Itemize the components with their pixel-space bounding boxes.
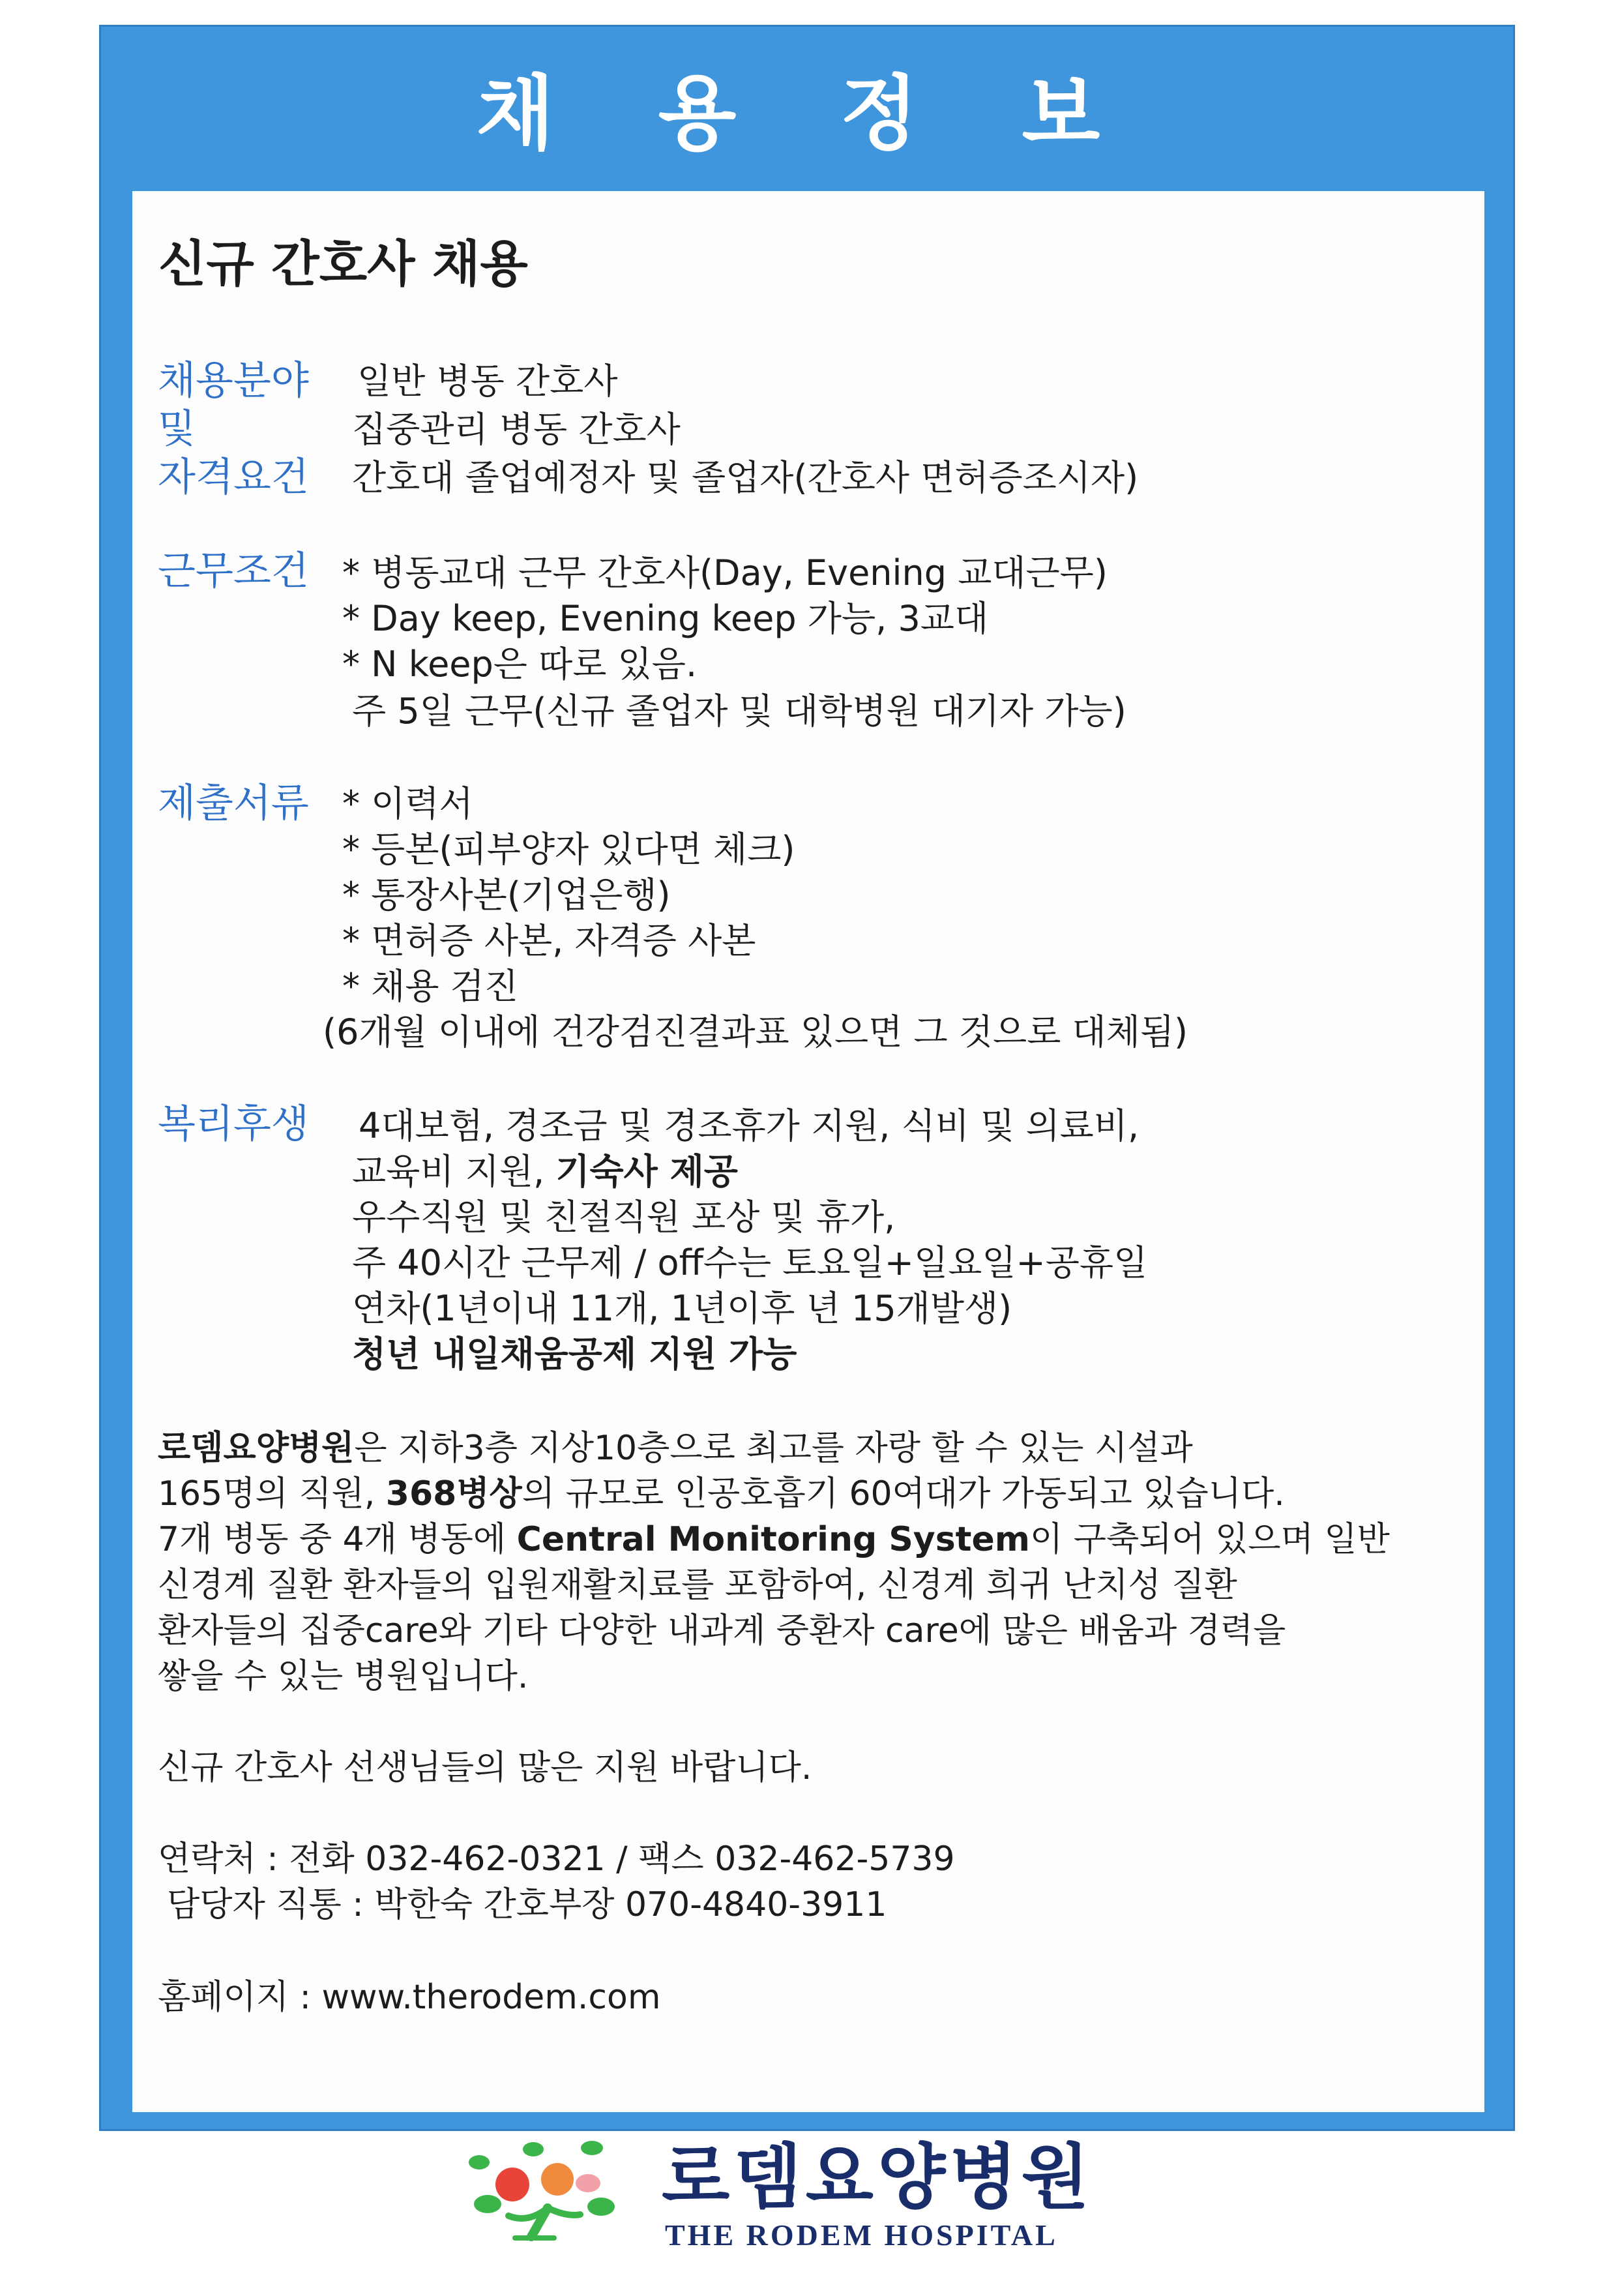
label-documents: 제출서류 [158,781,309,826]
documents-line: * 통장사본(기업은행) [342,874,671,916]
intro-line: 환자들의 집중care와 기타 다양한 내과계 중환자 care에 많은 배움과 경력을 [158,1611,1286,1650]
field-line: 일반 병동 간호사 [357,361,618,402]
page-title: 신규 간호사 채용 [158,235,528,293]
intro-line: 쌓을 수 있는 병원입니다. [158,1657,529,1696]
intro-line: 로뎀요양병원은 지하3층 지상10층으로 최고를 자랑 할 수 있는 시설과 [158,1429,1193,1468]
homepage-link[interactable]: 홈페이지 : www.therodem.com [158,1978,661,2017]
blue-frame [99,25,1515,2131]
intro-line: 165명의 직원, 368병상의 규모로 인공호흡기 60여대가 가동되고 있습니다. [158,1474,1285,1513]
logo-korean-name: 로뎀요양병원 [662,2137,1093,2218]
banner-title: 채 용 정 보 [476,67,1138,161]
documents-line: * 이력서 [342,783,473,824]
intro-line: 7개 병동 중 4개 병동에 Central Monitoring System이 구축되어 있으며 일반 [158,1520,1390,1559]
tree-emblem-icon [450,2139,626,2243]
benefits-line: 우수직원 및 친절직원 포상 및 휴가, [352,1197,896,1238]
conditions-line: * Day keep, Evening keep 가능, 3교대 [342,598,989,639]
label-conditions: 근무조건 [158,548,309,594]
label-field-line1: 채용분야 [158,358,309,404]
conditions-line: * N keep은 따로 있음. [342,644,698,685]
benefits-line: 연차(1년이내 11개, 1년이후 년 15개발생) [352,1288,1012,1329]
intro-line: 신경계 질환 환자들의 입원재활치료를 포함하여, 신경계 희귀 난치성 질환 [158,1566,1237,1605]
hospital-logo [450,2139,1180,2256]
benefits-line: 교육비 지원, 기숙사 제공 [352,1151,738,1192]
logo-english-name: THE RODEM HOSPITAL [665,2218,1058,2252]
label-field-line3: 자격요건 [158,455,309,500]
documents-line: * 면허증 사본, 자격증 사본 [342,920,756,961]
conditions-line: 주 5일 근무(신규 졸업자 및 대학병원 대기자 가능) [352,691,1126,732]
benefits-line: 청년 내일채움공제 지원 가능 [352,1334,797,1375]
field-line: 집중관리 병동 간호사 [352,409,681,450]
benefits-line: 주 40시간 근무제 / off수는 토요일+일요일+공휴일 [352,1242,1148,1283]
documents-line: (6개월 이내에 건강검진결과표 있으면 그 것으로 대체됨) [323,1011,1188,1052]
label-benefits: 복리후생 [158,1101,309,1147]
benefits-line: 4대보험, 경조금 및 경조휴가 지원, 식비 및 의료비, [359,1105,1140,1146]
documents-line: * 등본(피부양자 있다면 체크) [342,829,795,870]
conditions-line: * 병동교대 근무 간호사(Day, Evening 교대근무) [342,552,1108,593]
closing-text: 신규 간호사 선생님들의 많은 지원 바랍니다. [158,1748,812,1787]
documents-line: * 채용 검진 [342,966,518,1007]
field-line: 간호대 졸업예정자 및 졸업자(간호사 면허증조시자) [352,457,1139,498]
label-field-line2: 및 [158,406,196,452]
contact-direct: 담당자 직통 : 박한숙 간호부장 070-4840-3911 [167,1885,887,1924]
contact-phone: 연락처 : 전화 032-462-0321 / 팩스 032-462-5739 [158,1840,955,1879]
